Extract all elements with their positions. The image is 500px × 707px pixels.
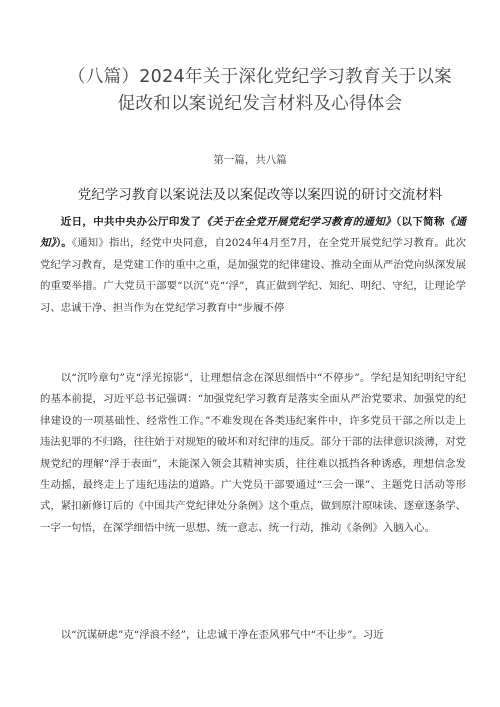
paragraph-1-lead-close: ）。 [55,237,72,250]
paragraph-1 [40,212,466,319]
paragraph-2: 以“沉吟章句”克“浮光掠影”，让理想信念在深思细悟中“不停步”。学纪是知纪明纪守纪的基本前提，习近平总书记强调：“加强党纪学习教育是落实全面从严治党要求、加强党的纪律建设的一项基础性、经常性工作。”不难发现在各类违纪案件中，许多党员干部之所以走上违法犯罪的不归路，往往始于对规矩的破坏和对纪律的违反。部分干部的法律意识淡薄，对党规党纪的理解“浮于表面”，未能深入领会其精神实质，往往难以抵挡各种诱惑，理想信念发生动摇，最终走上了违纪违法的道路。广大党员干部要通过“三会一课”、主题党日活动等形式，紧扣新修订后的《中国共产党纪律处分条例》这个重点，做到原汁原味读、逐章逐条学、一字一句悟，在深学细悟中统一思想、统一意志、统一行动，推动《条例》入脑入心。 [40,372,467,534]
paragraph-3: 以“沉谋研虑”克“浮浪不经”，让忠诚干净在歪风邪气中“不让步”。习近 [60,629,384,641]
paragraph-1-lead: 近日，中共中央办公厅印发了 [60,216,202,228]
part-label: 第一篇，共八篇 [213,154,287,166]
paragraph-1-lead-after: （以下简称 [395,216,445,228]
section-heading: 党纪学习教育以案说法及以案促改等以案四说的研讨交流材料 [77,187,443,203]
paragraph-1-body: 《通知》指出，经党中央同意，自2024年4月至7月，在全党开展党纪学习教育。此次党纪学习教育，是党建工作的重中之重，是加强党的纪律建设、推动全面从严治党向纵深发展的重要举措。广大党员干部要“以沉”克“‘浮”，真正做到学纪、知纪、明纪、守纪，让理论学习、忠诚干净、担当作为在党纪学习教育中“步履不停 [40,237,467,314]
document-title: （八篇）2024年关于深化党纪学习教育关于以案促改和以案说纪发言材料及心得体会 [68,67,452,114]
notice-short-name: 《通知》 [40,216,466,250]
notice-title: 《关于在全党开展党纪学习教育的通知》 [201,216,396,228]
